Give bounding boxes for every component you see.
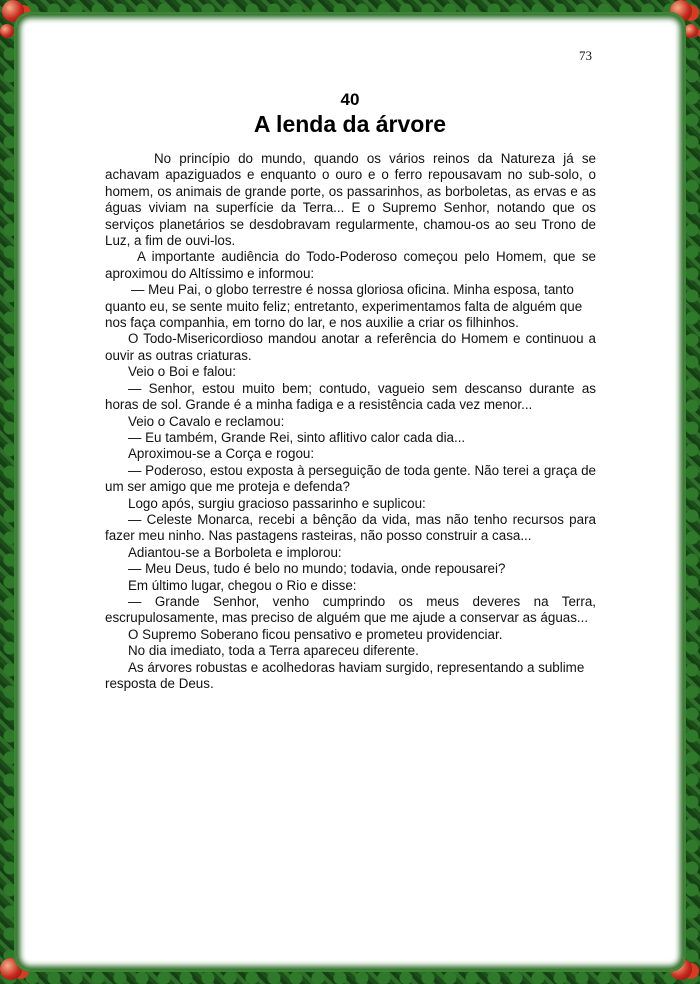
- paragraph: — Eu também, Grande Rei, sinto aflitivo calor cada dia...: [128, 429, 466, 445]
- chapter-body: [105, 151, 596, 692]
- paragraph: — Celeste Monarca, recebi a bênção da vida, mas não tenho recursos para fazer meu ninho. Nas pastagens rasteiras, não posso construir a casa...: [105, 511, 596, 544]
- paragraph: — Poderoso, estou exposta à perseguição de toda gente. Não terei a graça de um ser amigo que me proteja e defenda?: [105, 462, 596, 495]
- paragraph: — Grande Senhor, venho cumprindo os meus deveres na Terra, escrupulosamente, mas preciso de alguém que me ajude a conservar as águas...: [105, 593, 596, 626]
- paragraph: — Senhor, estou muito bem; contudo, vagueio sem descanso durante as horas de sol. Grande é a minha fadiga e a resistência cada vez menor...: [105, 380, 596, 413]
- paragraph: Veio o Cavalo e reclamou:: [128, 413, 285, 429]
- paragraph: As árvores robustas e acolhedoras haviam surgido, representando a sublime resposta de Deus.: [105, 659, 585, 691]
- paragraph: — Meu Pai, o globo terrestre é nossa gloriosa oficina. Minha esposa, tanto quanto eu, se sente muito feliz; entretanto, experimentamos falta de alguém que nos faça companhia, em torno do lar, e nos auxilie a criar os filhinhos.: [105, 282, 583, 331]
- paragraph: No princípio do mundo, quando os vários reinos da Natureza já se achavam apaziguados e enquanto o ouro e o ferro repousavam no sub-solo, o homem, os animais de grande porte, os passarinhos, as borboletas, as ervas e as águas viviam na superfície da Terra... E o Supremo Senhor, notando que os serviços planetários se desdobravam regularmente, chamou-os ao seu Trono de Luz, a fim de ouvi-los.: [105, 151, 596, 249]
- chapter-title: A lenda da árvore: [253, 111, 447, 137]
- paragraph: O Todo-Misericordioso mandou anotar a referência do Homem e continuou a ouvir as outras criaturas.: [105, 331, 596, 363]
- paragraph: Veio o Boi e falou:: [128, 364, 236, 380]
- page-number: 73: [579, 48, 592, 63]
- paragraph: Logo após, surgiu gracioso passarinho e suplicou:: [128, 495, 426, 511]
- paragraph: — Meu Deus, tudo é belo no mundo; todavia, onde repousarei?: [128, 561, 506, 577]
- paragraph: A importante audiência do Todo-Poderoso começou pelo Homem, que se aproximou do Altíssimo e informou:: [105, 249, 596, 281]
- paragraph: No dia imediato, toda a Terra apareceu diferente.: [128, 643, 419, 659]
- paragraph: O Supremo Soberano ficou pensativo e prometeu providenciar.: [128, 626, 503, 642]
- paragraph: Adiantou-se a Borboleta e implorou:: [128, 544, 342, 560]
- chapter-number: 40: [340, 90, 360, 109]
- holly-berry-icon: [0, 24, 14, 38]
- holly-berry-icon: [684, 24, 698, 38]
- paragraph: Aproximou-se a Corça e rogou:: [128, 446, 315, 462]
- paragraph: Em último lugar, chegou o Rio e disse:: [128, 577, 357, 593]
